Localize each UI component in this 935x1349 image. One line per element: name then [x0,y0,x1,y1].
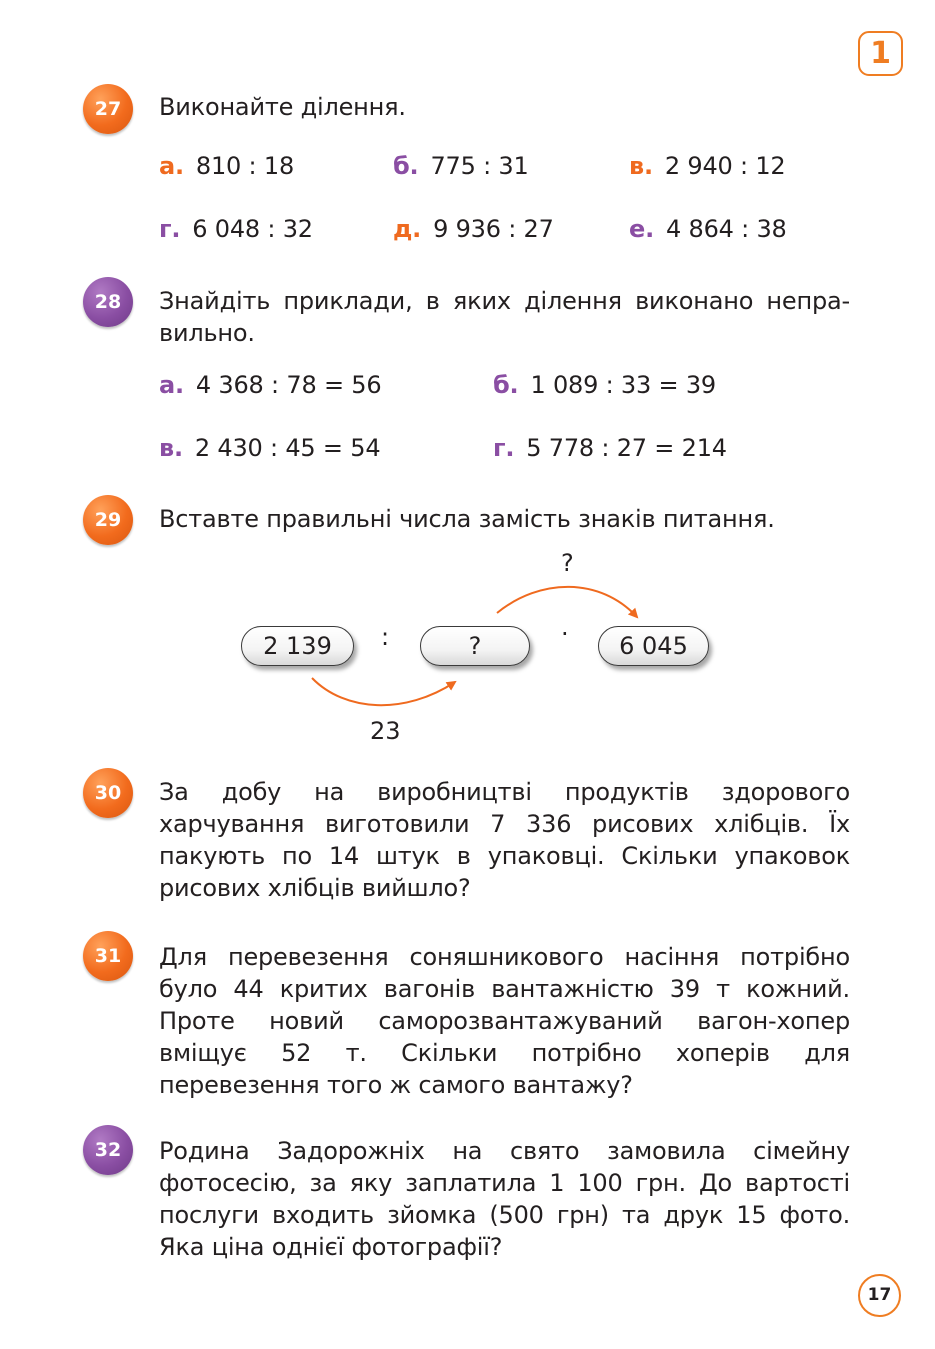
task-31-text: Для перевезення соняшникового насіння потрібно було 44 критих вагонів вантажністю 39 т кожний. Проте новий саморозвантажуваний вагон-хопер вміщує 52 т. Скільки потрібно хоперів для перевезення того ж самого вантажу? [159,943,850,1099]
item-letter: г. [493,434,515,462]
item-letter: б. [393,152,419,180]
item-letter: а. [159,152,184,180]
chain-middle-box[interactable]: ? [420,626,530,666]
item-expression: 9 936 : 27 [433,215,554,243]
chain-op-multiply: · [561,620,569,648]
chain-start-box: 2 139 [241,626,354,666]
arrow-label-bottom: 23 [370,717,401,745]
item-letter: в. [159,434,183,462]
item-expression: 5 778 : 27 = 214 [526,434,727,462]
arrow-label-top[interactable]: ? [561,549,574,577]
item-letter: а. [159,371,184,399]
item-letter: е. [629,215,654,243]
item-expression: 775 : 31 [430,152,529,180]
task-number-28: 28 [83,277,133,327]
item-expression: 1 089 : 33 = 39 [530,371,716,399]
item-letter: г. [159,215,181,243]
page-number: 17 [858,1274,901,1317]
task-number-30: 30 [83,768,133,818]
item-letter: д. [393,215,422,243]
chain-end-box: 6 045 [598,626,709,666]
task-32-text: Родина Задорожніх на свято замовила сімейну фотосесію, за яку заплатила 1 100 грн. До вартості послуги входить зйомка (500 грн) та друк 15 фото. Яка ціна однієї фотографії? [159,1137,850,1261]
item-letter: в. [629,152,653,180]
task-27-text: Виконайте ділення. [159,93,406,121]
arrow-curve-top [497,587,637,617]
task-number-27: 27 [83,84,133,134]
chain-op-divide: : [381,623,390,651]
item-letter: б. [493,371,519,399]
item-expression: 2 430 : 45 = 54 [194,434,381,462]
item-expression: 4 368 : 78 = 56 [195,371,382,399]
item-expression: 4 864 : 38 [666,215,787,243]
chapter-badge: 1 [858,31,903,76]
task-28-text: Знайдіть приклади, в яких ділення виконано непра-вильно. [159,287,850,347]
task-number-32: 32 [83,1125,133,1175]
arrow-curve-bottom [312,678,455,705]
task-number-31: 31 [83,931,133,981]
task-29-text: Вставте правильні числа замість знаків питання. [159,505,775,533]
task-number-29: 29 [83,495,133,545]
item-expression: 810 : 18 [195,152,295,180]
item-expression: 2 940 : 12 [664,152,786,180]
item-expression: 6 048 : 32 [192,215,313,243]
task-30-text: За добу на виробництві продуктів здорового харчування виготовили 7 336 рисових хлібців. Їх пакують по 14 штук в упаковці. Скільки упаковок рисових хлібців вийшло? [159,778,850,902]
